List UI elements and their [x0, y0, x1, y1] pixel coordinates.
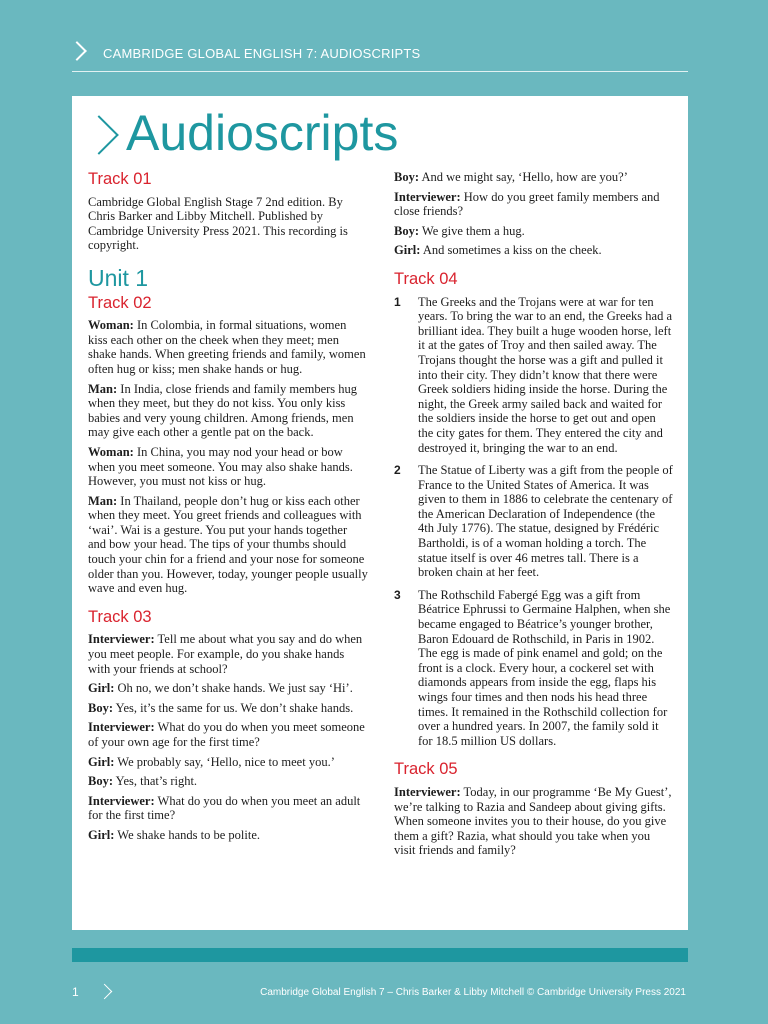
left-column	[88, 172, 368, 848]
track-heading: Track 05	[394, 760, 458, 779]
dialogue-line: Woman: In Colombia, in formal situations, women kiss each other on the cheek when they meet; men shake hands. When greeting friends and family, women often hug or kiss; men shake hands or hug.	[88, 318, 366, 376]
track-heading: Track 03	[88, 607, 152, 626]
dialogue-line: Boy: Yes, it’s the same for us. We don’t shake hands.	[88, 700, 354, 715]
dialogue-line: Man: In India, close friends and family members hug when they meet, but they do not kiss. You only kiss babies and very young children. Among friends, men may give each other a gentle pat on the back.	[88, 381, 358, 440]
dialogue-line: Girl: We probably say, ‘Hello, nice to meet you.’	[88, 754, 335, 769]
dialogue-line: Girl: We shake hands to be polite.	[88, 827, 261, 842]
list-item: 3 The Rothschild Fabergé Egg was a gift from Béatrice Ephrussi to Germaine Halphen, when she became engaged to Béatrice’s younger brother, Baron Edouard de Rothschild, in Paris in 1902. The egg is made of pink enamel and gold; on the front is a clock. Every hour, a cockerel set with diamonds appears from inside the egg, flaps his wings four times and then nods his head three times. It remained in the Rothschild collection for over a hundred years. In 2007, the family sold it for 18.5 million US dollars.	[394, 587, 671, 748]
track-heading: Track 02	[88, 293, 152, 312]
footer-bar	[72, 948, 688, 962]
list-item: 2 The Statue of Liberty was a gift from the people of France to the United States of America. It was given to them in 1886 to celebrate the centenary of the American Declaration of Independence (the 4th July 1776). The statue, designed by Frédéric Bartholdi, is of a woman holding a torch. The statue itself is over 46 metres tall. There is a broken chain at her feet.	[394, 463, 673, 580]
dialogue-line: Interviewer: Tell me about what you say and do when you meet people. For example, do you shake hands with your friends at school?	[88, 632, 363, 676]
dialogue-line: Man: In Thailand, people don’t hug or kiss each other when they meet. You greet friends and colleagues with ‘wai’. Wai is a gesture. You put your hands together and bow your head. The tips of your thumbs should touch your chin for a friend and your nose for someone older than you. However, today, younger people usually wave and even hug.	[88, 493, 368, 596]
copyright-notice: Cambridge Global English 7 – Chris Barker & Libby Mitchell © Cambridge University Press 2021	[260, 987, 686, 998]
header-title: CAMBRIDGE GLOBAL ENGLISH 7: AUDIOSCRIPTS	[103, 46, 421, 61]
dialogue-line: Woman: In China, you may nod your head or bow when you meet someone. You may also shake hands. However, you must not kiss or hug.	[88, 444, 353, 489]
track-heading: Track 04	[394, 269, 458, 288]
dialogue-line: Interviewer: What do you do when you meet someone of your own age for the first time?	[88, 720, 365, 749]
dialogue-line: Girl: And sometimes a kiss on the cheek.	[394, 243, 602, 258]
dialogue-line: Boy: We give them a hug.	[394, 223, 525, 238]
list-item: 1 The Greeks and the Trojans were at war for ten years. To bring the war to an end, the Greeks had a brilliant idea. They built a huge wooden horse, left it at the gates of Troy and then sailed away. The Trojans thought the horse was a gift and pulled it into their city. They didn’t know that there were Greek soldiers hiding inside the horse. During the night, the Greek army sailed back and waited for the soldiers inside the horse to get out and open the city gates for them. They entered the city and destroyed it, bringing the war to an end.	[394, 294, 673, 455]
chevron-right-icon	[97, 984, 113, 1000]
dialogue-line: Interviewer: How do you greet family members and close friends?	[394, 189, 660, 219]
dialogue-line: Boy: Yes, that’s right.	[88, 774, 198, 789]
unit-heading: Unit 1	[88, 264, 149, 291]
page-number: 1	[72, 985, 79, 999]
chevron-right-icon	[67, 41, 87, 61]
track-01-text: Cambridge Global English Stage 7 2nd edition. By Chris Barker and Libby Mitchell. Published by Cambridge University Press 2021. This recording is copyright.	[88, 194, 348, 253]
right-column	[394, 170, 674, 863]
dialogue-line: Interviewer: What do you do when you meet an adult for the first time?	[88, 793, 361, 823]
dialogue-line: Boy: And we might say, ‘Hello, how are you?’	[394, 170, 628, 184]
dialogue-line: Interviewer: Today, in our programme ‘Be My Guest’, we’re talking to Razia and Sandeep about giving gifts. When someone invites you to their house, do you give them a gift? Razia, what should you take when you visit friends and family?	[394, 784, 672, 858]
page-title: Audioscripts	[126, 105, 399, 161]
page-header	[0, 0, 768, 72]
dialogue-line: Girl: Oh no, we don’t shake hands. We just say ‘Hi’.	[88, 681, 353, 696]
track-heading: Track 01	[88, 170, 152, 188]
header-divider	[72, 71, 688, 72]
